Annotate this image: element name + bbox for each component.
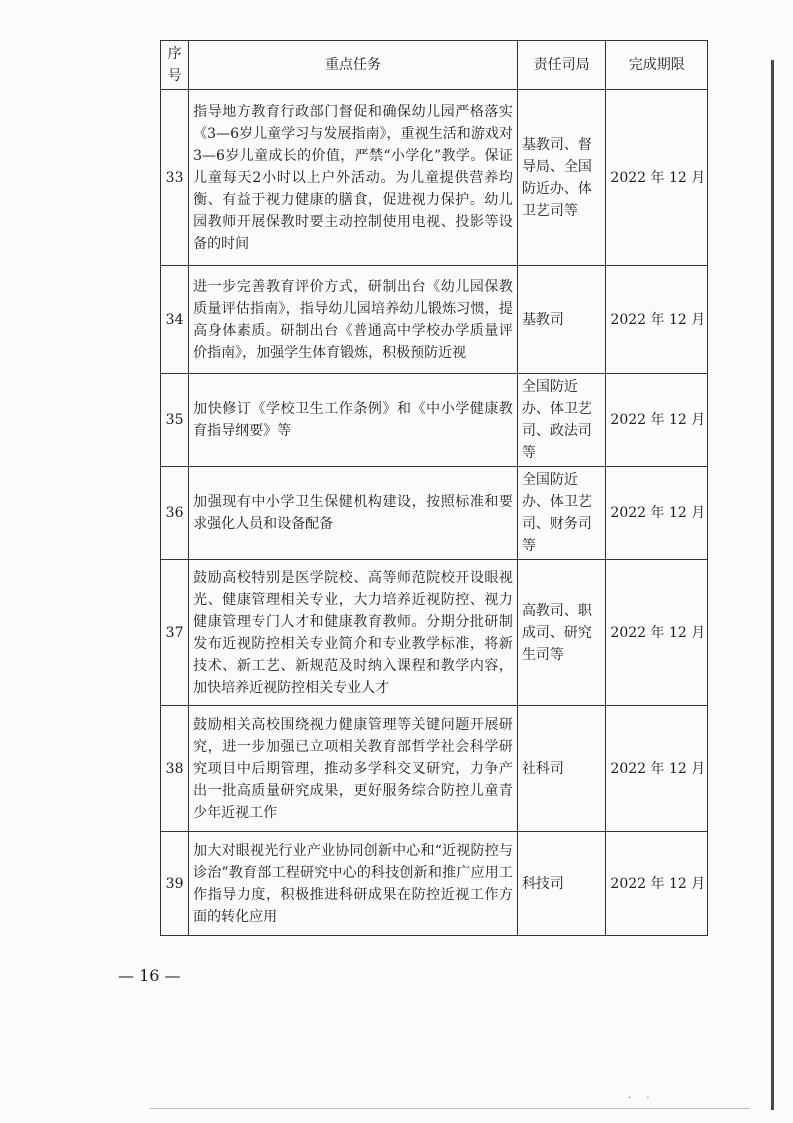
scan-artifact: · · [628,1093,656,1104]
row-task: 加强现有中小学卫生保健机构建设，按照标准和要求强化人员和设备配备 [189,467,518,560]
row-deadline: 2022 年 12 月 [606,90,708,266]
row-task: 鼓励高校特别是医学院校、高等师范院校开设眼视光、健康管理相关专业，大力培养近视防控、视力健康管理专门人才和健康教育教师。分期分批研制发布近视防控相关专业简介和专业教学标准，将新技术、新工艺、新规范及时纳入课程和教学内容，加快培养近视防控相关专业人才 [189,560,518,706]
row-no: 34 [161,266,189,374]
table-row [161,90,708,266]
row-dept: 全国防近办、体卫艺司、财务司等 [517,467,605,560]
row-dept: 基教司 [517,266,605,374]
row-deadline: 2022 年 12 月 [606,706,708,832]
task-table [160,40,708,936]
row-dept: 基教司、督导局、全国防近办、体卫艺司等 [517,90,605,266]
row-dept: 社科司 [517,706,605,832]
scan-edge-bottom [150,1108,750,1109]
row-task: 加大对眼视光行业产业协同创新中心和“近视防控与诊治”教育部工程研究中心的科技创新和推广应用工作指导力度，积极推进科研成果在防控近视工作方面的转化应用 [189,832,518,936]
row-deadline: 2022 年 12 月 [606,467,708,560]
header-dept: 责任司局 [517,41,605,90]
row-task: 进一步完善教育评价方式，研制出台《幼儿园保教质量评估指南》，指导幼儿园培养幼儿锻炼习惯，提高身体素质。研制出台《普通高中学校办学质量评价指南》，加强学生体育锻炼，积极预防近视 [189,266,518,374]
header-no: 序号 [161,41,189,90]
row-deadline: 2022 年 12 月 [606,832,708,936]
table-row [161,374,708,467]
row-deadline: 2022 年 12 月 [606,374,708,467]
table-row [161,467,708,560]
row-no: 38 [161,706,189,832]
table-row [161,266,708,374]
scan-edge-right [771,60,774,1110]
row-task: 鼓励相关高校围绕视力健康管理等关键问题开展研究，进一步加强已立项相关教育部哲学社会科学研究项目中后期管理，推动多学科交叉研究，力争产出一批高质量研究成果，更好服务综合防控儿童青少年近视工作 [189,706,518,832]
row-task: 指导地方教育行政部门督促和确保幼儿园严格落实《3—6岁儿童学习与发展指南》，重视生活和游戏对3—6岁儿童成长的价值，严禁“小学化”教学。保证儿童每天2小时以上户外活动。为儿童提供营养均衡、有益于视力健康的膳食，促进视力保护。幼儿园教师开展保教时要主动控制使用电视、投影等设备的时间 [189,90,518,266]
row-deadline: 2022 年 12 月 [606,266,708,374]
row-dept: 全国防近办、体卫艺司、政法司等 [517,374,605,467]
row-no: 35 [161,374,189,467]
table-row [161,560,708,706]
row-no: 36 [161,467,189,560]
header-deadline: 完成期限 [606,41,708,90]
table-header-row [161,41,708,90]
header-task: 重点任务 [189,41,518,90]
page-number: — 16 — [118,966,181,985]
table-row [161,706,708,832]
table-row [161,832,708,936]
row-no: 33 [161,90,189,266]
row-no: 39 [161,832,189,936]
row-no: 37 [161,560,189,706]
row-dept: 高教司、职成司、研究生司等 [517,560,605,706]
row-dept: 科技司 [517,832,605,936]
row-deadline: 2022 年 12 月 [606,560,708,706]
row-task: 加快修订《学校卫生工作条例》和《中小学健康教育指导纲要》等 [189,374,518,467]
